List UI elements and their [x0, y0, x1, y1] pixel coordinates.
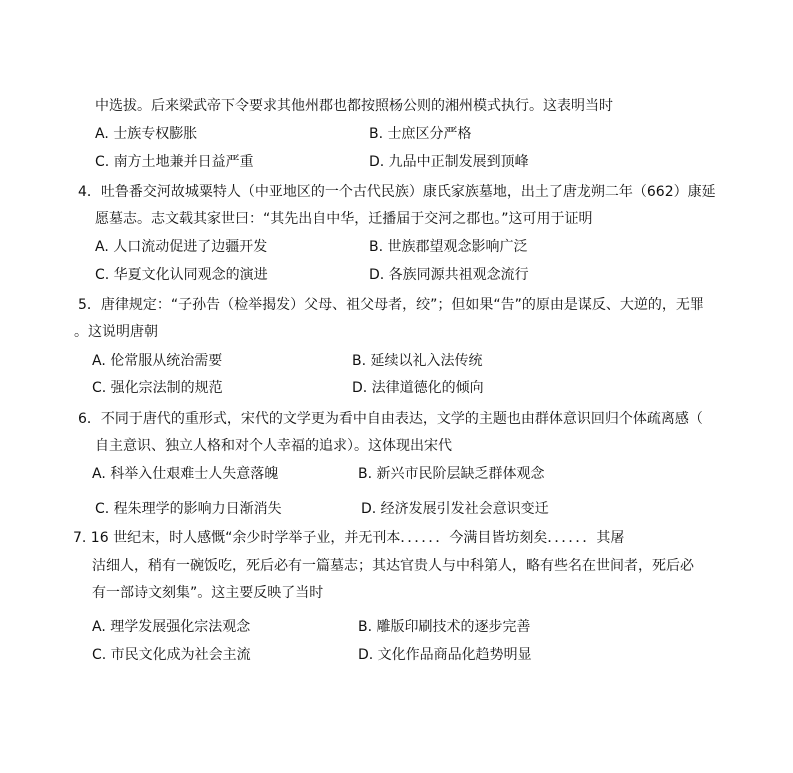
q3-stem-continuation: 中选拔。后来梁武帝下令要求其他州郡也都按照杨公则的湘州模式执行。这表明当时	[95, 98, 613, 114]
q7-option-b: B. 雕版印刷技术的逐步完善	[358, 619, 531, 635]
q3-option-b: B. 士庶区分严格	[369, 126, 472, 142]
q3-option-d: D. 九品中正制发展到顶峰	[369, 154, 529, 170]
q3-option-c: C. 南方土地兼并日益严重	[95, 154, 254, 170]
q6-stem-line-1: 6．不同于唐代的重形式，宋代的文学更为看中自由表达，文学的主题也由群体意识回归个体疏离感（	[78, 411, 703, 427]
q4-option-c: C. 华夏文化认同观念的演进	[95, 267, 268, 283]
q5-stem-line-2: 。这说明唐朝	[74, 324, 158, 340]
q5-option-d: D. 法律道德化的倾向	[352, 380, 484, 396]
q4-option-a: A. 人口流动促进了边疆开发	[95, 239, 268, 255]
q4-option-b: B. 世族郡望观念影响广泛	[369, 239, 528, 255]
q7-stem-line-3: 有一部诗文刻集”。这主要反映了当时	[92, 585, 324, 601]
q7-stem-line-2: 沽细人，稍有一碗饭吃，死后必有一篇墓志；其达官贵人与中科第人，略有些名在世间者，死后必	[92, 558, 694, 574]
q7-stem-line-1: 7. 16 世纪末，时人感慨“余少时学举子业，并无刊本．．．．．．今满目皆坊刻矣．．．．．．其屠	[73, 530, 625, 546]
q6-option-d: D. 经济发展引发社会意识变迁	[361, 501, 549, 517]
q5-option-c: C. 强化宗法制的规范	[92, 380, 223, 396]
q6-stem-line-2: 自主意识、独立人格和对个人幸福的追求）。这体现出宋代	[95, 438, 452, 454]
q5-option-b: B. 延续以礼入法传统	[352, 353, 483, 369]
q5-stem-line-1: 5．唐律规定：“子孙告（检举揭发）父母、祖父母者，绞”；但如果“告”的原由是谋反、大逆的，无罪	[78, 297, 704, 313]
q7-option-c: C. 市民文化成为社会主流	[92, 647, 251, 663]
q7-option-d: D. 文化作品商品化趋势明显	[358, 647, 532, 663]
q6-option-a: A. 科举入仕艰难士人失意落魄	[92, 466, 279, 482]
q6-option-c: C. 程朱理学的影响力日渐消失	[95, 501, 282, 517]
q5-option-a: A. 伦常服从统治需要	[92, 353, 223, 369]
q6-option-b: B. 新兴市民阶层缺乏群体观念	[358, 466, 545, 482]
q3-option-a: A. 士族专权膨胀	[95, 126, 198, 142]
q4-stem-line-2: 愿墓志。志文载其家世曰：“其先出自中华，迁播届于交河之郡也。”这可用于证明	[95, 211, 593, 227]
q4-stem-line-1: 4．吐鲁番交河故城粟特人（中亚地区的一个古代民族）康氏家族墓地，出土了唐龙朔二年（662）康延	[78, 184, 716, 200]
q4-option-d: D. 各族同源共祖观念流行	[369, 267, 529, 283]
q7-option-a: A. 理学发展强化宗法观念	[92, 619, 251, 635]
